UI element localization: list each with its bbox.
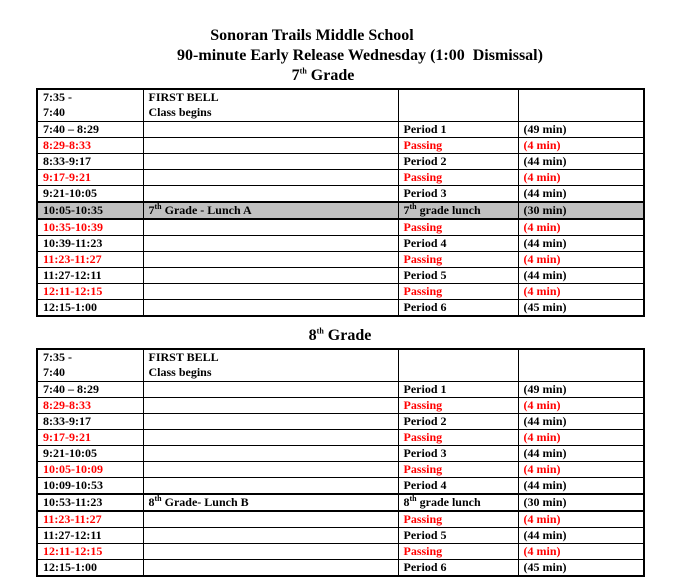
period-label-cell: Passing xyxy=(398,430,518,446)
period-label-cell: Period 3 xyxy=(398,186,518,203)
duration-cell: (4 min) xyxy=(518,170,644,186)
duration-cell: (44 min) xyxy=(518,478,644,495)
description-cell xyxy=(143,414,398,430)
time-cell: 11:23-11:27 xyxy=(37,511,143,528)
duration-cell: (4 min) xyxy=(518,252,644,268)
description-cell xyxy=(143,544,398,560)
duration-cell: (4 min) xyxy=(518,398,644,414)
time-cell: 8:33-9:17 xyxy=(37,154,143,170)
description-cell: FIRST BELL Class begins xyxy=(143,89,398,122)
description-cell xyxy=(143,268,398,284)
period-label-cell: Passing xyxy=(398,138,518,154)
description-cell xyxy=(143,430,398,446)
description-cell xyxy=(143,446,398,462)
period-label-cell: Period 6 xyxy=(398,560,518,577)
period-label-cell: Passing xyxy=(398,170,518,186)
first-bell-row xyxy=(37,89,644,122)
duration-cell: (4 min) xyxy=(518,430,644,446)
time-cell: 11:23-11:27 xyxy=(37,252,143,268)
duration-cell: (30 min) xyxy=(518,202,644,219)
time-cell: 7:40 – 8:29 xyxy=(37,122,143,138)
time-cell: 10:53-11:23 xyxy=(37,494,143,511)
description-cell xyxy=(143,154,398,170)
grade-8-section xyxy=(0,326,680,577)
grade-7-heading-text: Grade xyxy=(306,67,355,84)
time-cell: 12:11-12:15 xyxy=(37,284,143,300)
passing-row xyxy=(37,170,644,186)
duration-cell xyxy=(518,349,644,382)
period-label-cell: Passing xyxy=(398,252,518,268)
period-row xyxy=(37,122,644,138)
period-label-cell: Passing xyxy=(398,511,518,528)
period-row xyxy=(37,186,644,203)
period-row xyxy=(37,382,644,398)
duration-cell: (44 min) xyxy=(518,446,644,462)
period-row xyxy=(37,236,644,252)
lunch-row xyxy=(37,494,644,511)
period-label-cell: Passing xyxy=(398,284,518,300)
grade-7-heading-number: 7 xyxy=(291,67,300,84)
description-cell xyxy=(143,478,398,495)
period-row xyxy=(37,300,644,317)
description-cell xyxy=(143,252,398,268)
school-name: Sonoran Trails Middle School xyxy=(210,27,414,44)
period-label-cell: 7th grade lunch xyxy=(398,202,518,219)
description-cell: FIRST BELL Class begins xyxy=(143,349,398,382)
passing-row xyxy=(37,544,644,560)
passing-row xyxy=(37,462,644,478)
description-cell xyxy=(143,398,398,414)
duration-cell: (49 min) xyxy=(518,122,644,138)
duration-cell: (44 min) xyxy=(518,268,644,284)
duration-cell xyxy=(518,89,644,122)
time-cell: 10:09-10:53 xyxy=(37,478,143,495)
time-cell: 7:35 - 7:40 xyxy=(37,349,143,382)
grade-8-heading-ordinal: th xyxy=(316,326,324,336)
passing-row xyxy=(37,511,644,528)
time-cell: 9:21-10:05 xyxy=(37,186,143,203)
grade-8-schedule-table xyxy=(36,348,645,577)
time-cell: 10:05-10:35 xyxy=(37,202,143,219)
period-label-cell: Period 4 xyxy=(398,236,518,252)
passing-row xyxy=(37,219,644,236)
grade-7-schedule-table xyxy=(36,88,645,317)
time-cell: 8:29-8:33 xyxy=(37,398,143,414)
time-cell: 11:27-12:11 xyxy=(37,268,143,284)
period-label-cell: Passing xyxy=(398,462,518,478)
time-cell: 10:05-10:09 xyxy=(37,462,143,478)
time-cell: 8:29-8:33 xyxy=(37,138,143,154)
grade-8-heading xyxy=(0,326,680,346)
first-bell-row xyxy=(37,349,644,382)
period-label-cell: Period 6 xyxy=(398,300,518,317)
ordinal-superscript: th xyxy=(154,494,162,503)
duration-cell: (44 min) xyxy=(518,236,644,252)
time-cell: 9:21-10:05 xyxy=(37,446,143,462)
period-label-cell: Passing xyxy=(398,398,518,414)
description-cell: 7th Grade - Lunch A xyxy=(143,202,398,219)
grade-7-heading xyxy=(0,66,663,86)
grade-7-heading-ordinal: th xyxy=(299,66,307,76)
grade-8-schedule-body xyxy=(37,349,644,576)
ordinal-superscript: th xyxy=(409,202,417,211)
period-row xyxy=(37,414,644,430)
duration-cell: (45 min) xyxy=(518,300,644,317)
period-label-cell: Period 5 xyxy=(398,528,518,544)
duration-cell: (44 min) xyxy=(518,186,644,203)
time-cell: 11:27-12:11 xyxy=(37,528,143,544)
description-cell xyxy=(143,170,398,186)
time-cell: 10:39-11:23 xyxy=(37,236,143,252)
description-cell xyxy=(143,382,398,398)
time-cell: 8:33-9:17 xyxy=(37,414,143,430)
duration-cell: (44 min) xyxy=(518,154,644,170)
period-label-cell: Passing xyxy=(398,544,518,560)
period-label-cell: Period 2 xyxy=(398,154,518,170)
description-cell xyxy=(143,284,398,300)
lunch-row xyxy=(37,202,644,219)
description-cell xyxy=(143,511,398,528)
description-cell xyxy=(143,300,398,317)
duration-cell: (4 min) xyxy=(518,284,644,300)
time-cell: 10:35-10:39 xyxy=(37,219,143,236)
period-label-cell: Period 3 xyxy=(398,446,518,462)
grade-7-schedule-body xyxy=(37,89,644,316)
period-row xyxy=(37,478,644,495)
duration-cell: (4 min) xyxy=(518,511,644,528)
document-title: 90-minute Early Release Wednesday (1:00 Dismissal) xyxy=(177,47,543,64)
passing-row xyxy=(37,138,644,154)
duration-cell: (30 min) xyxy=(518,494,644,511)
duration-cell: (4 min) xyxy=(518,544,644,560)
description-cell xyxy=(143,560,398,577)
description-cell xyxy=(143,219,398,236)
period-label-cell: Period 1 xyxy=(398,382,518,398)
description-cell xyxy=(143,462,398,478)
passing-row xyxy=(37,252,644,268)
duration-cell: (4 min) xyxy=(518,219,644,236)
period-row xyxy=(37,528,644,544)
grade-8-heading-number: 8 xyxy=(308,327,317,344)
period-label-cell: Period 1 xyxy=(398,122,518,138)
period-label-cell xyxy=(398,89,518,122)
period-label-cell xyxy=(398,349,518,382)
duration-cell: (44 min) xyxy=(518,414,644,430)
description-cell: 8th Grade- Lunch B xyxy=(143,494,398,511)
duration-cell: (4 min) xyxy=(518,138,644,154)
grade-7-section xyxy=(0,66,680,317)
period-label-cell: Passing xyxy=(398,219,518,236)
time-cell: 12:15-1:00 xyxy=(37,560,143,577)
time-cell: 12:15-1:00 xyxy=(37,300,143,317)
duration-cell: (45 min) xyxy=(518,560,644,577)
grade-8-heading-text: Grade xyxy=(323,327,372,344)
duration-cell: (4 min) xyxy=(518,462,644,478)
description-cell xyxy=(143,138,398,154)
description-cell xyxy=(143,186,398,203)
passing-row xyxy=(37,284,644,300)
period-row xyxy=(37,154,644,170)
document-header xyxy=(0,0,680,66)
period-row xyxy=(37,268,644,284)
period-label-cell: 8th grade lunch xyxy=(398,494,518,511)
time-cell: 9:17-9:21 xyxy=(37,430,143,446)
duration-cell: (49 min) xyxy=(518,382,644,398)
passing-row xyxy=(37,398,644,414)
period-label-cell: Period 5 xyxy=(398,268,518,284)
period-label-cell: Period 4 xyxy=(398,478,518,495)
time-cell: 7:40 – 8:29 xyxy=(37,382,143,398)
period-label-cell: Period 2 xyxy=(398,414,518,430)
ordinal-superscript: th xyxy=(409,494,417,503)
ordinal-superscript: th xyxy=(154,202,162,211)
time-cell: 9:17-9:21 xyxy=(37,170,143,186)
duration-cell: (44 min) xyxy=(518,528,644,544)
time-cell: 12:11-12:15 xyxy=(37,544,143,560)
description-cell xyxy=(143,122,398,138)
passing-row xyxy=(37,430,644,446)
period-row xyxy=(37,560,644,577)
period-row xyxy=(37,446,644,462)
time-cell: 7:35 - 7:40 xyxy=(37,89,143,122)
description-cell xyxy=(143,528,398,544)
description-cell xyxy=(143,236,398,252)
